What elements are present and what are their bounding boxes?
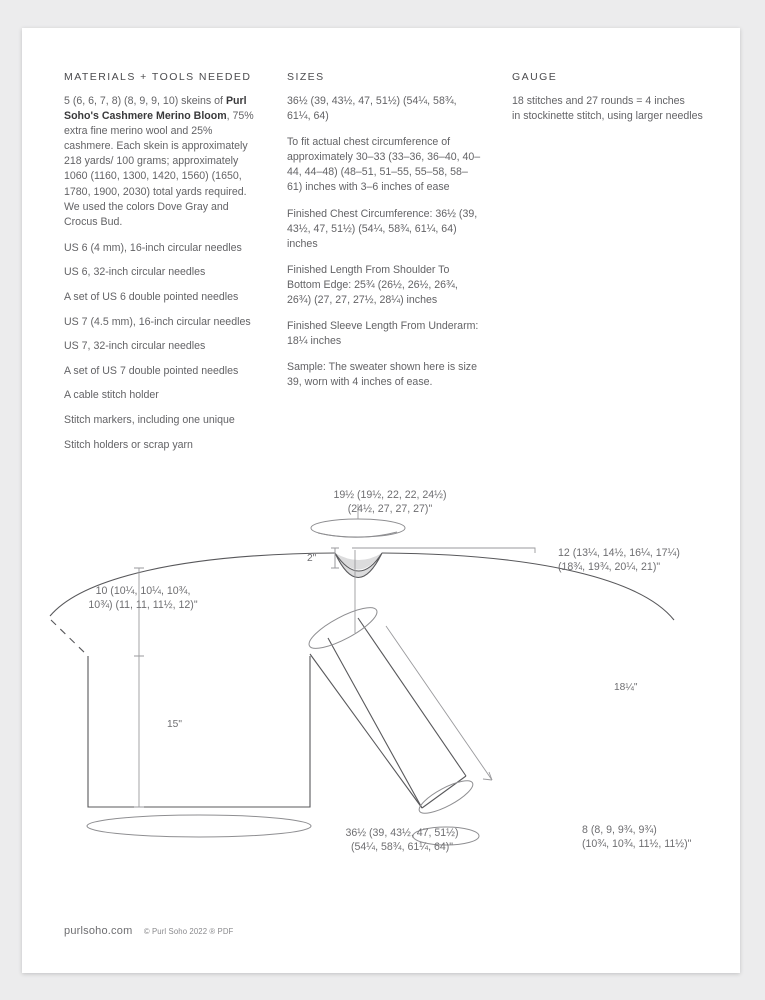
upper-arm-label bbox=[558, 546, 680, 574]
materials-heading: MATERIALS + TOOLS NEEDED bbox=[64, 71, 252, 83]
bottom-width-line-1: 36½ (39, 43½, 47, 51½) bbox=[345, 827, 459, 839]
neck-depth-label: 2" bbox=[307, 553, 317, 564]
sleeve-cuff-edge bbox=[422, 776, 466, 808]
yoke-width-line-1: 19½ (19½, 22, 22, 24½) bbox=[333, 489, 447, 501]
body-rectangle bbox=[88, 656, 310, 807]
footer-website[interactable]: purlsoho.com bbox=[64, 925, 133, 937]
gauge-line-1: 18 stitches and 27 rounds = 4 inches bbox=[512, 95, 685, 107]
shoulder-width-label bbox=[78, 584, 208, 612]
gauge-line-2: in stockinette stitch, using larger needles bbox=[512, 110, 703, 123]
page-footer bbox=[64, 921, 233, 939]
materials-item: Stitch holders or scrap yarn bbox=[64, 438, 193, 451]
sleeve-cuff-ellipse bbox=[415, 775, 476, 819]
materials-item: A set of US 6 double pointed needles bbox=[64, 291, 239, 304]
cuff-width-label bbox=[582, 823, 691, 851]
sleeve-outer-edge bbox=[358, 618, 466, 776]
sizes-finished-chest: Finished Chest Circumference: 36½ (39, 43½, 47, 51½) (54¼, 58¾, 61¼, 64) inches bbox=[287, 207, 478, 250]
materials-item: Stitch markers, including one unique bbox=[64, 414, 235, 426]
pdf-page bbox=[22, 28, 740, 973]
sizes-list: 36½ (39, 43½, 47, 51½) (54¼, 58¾, 61¼, 64) bbox=[287, 95, 457, 123]
body-length-label: 15" bbox=[167, 719, 182, 730]
upper-arm-leader-line bbox=[352, 548, 535, 553]
materials-item: US 6, 32-inch circular needles bbox=[64, 266, 206, 279]
bottom-width-label bbox=[294, 826, 510, 854]
yarn-brand-text: Purl Soho's Cashmere Merino Bloom bbox=[64, 95, 247, 123]
yoke-width-label bbox=[290, 488, 490, 516]
sizes-sample-note: Sample: The sweater shown here is size 39, worn with 4 inches of ease. bbox=[287, 361, 477, 389]
gauge-column bbox=[512, 71, 712, 124]
yarn-rest-text: , 75% extra fine merino wool and 25% cashmere. Each skein is approximately 218 yards/ 100 grams; approximately 1060 (1160, 1300, 1420, 1560) (1650, 1780, 1900, 2030) total yards required. We used the colors Dove Gray and Crocus Bud. bbox=[64, 110, 254, 228]
sleeve-length-dimension-line bbox=[386, 626, 492, 780]
sizes-column bbox=[287, 71, 483, 391]
schematic-svg bbox=[22, 458, 740, 878]
upper-arm-line-1: 12 (13¼, 14½, 16¼, 17¼) bbox=[558, 547, 680, 559]
sleeve-top-ellipse bbox=[304, 600, 381, 655]
body-width-ellipse bbox=[87, 815, 311, 837]
materials-item: A set of US 7 double pointed needles bbox=[64, 364, 239, 377]
sleeve-inner-edge bbox=[328, 638, 422, 808]
materials-column bbox=[64, 71, 264, 453]
materials-item: US 7 (4.5 mm), 16-inch circular needles bbox=[64, 315, 251, 328]
materials-item: US 7, 32-inch circular needles bbox=[64, 340, 206, 353]
materials-item: US 6 (4 mm), 16-inch circular needles bbox=[64, 241, 242, 254]
shoulder-width-line-2: 10¾) (11, 11, 11½, 12)" bbox=[88, 599, 198, 612]
yoke-width-line-2: (24½, 27, 27, 27)" bbox=[347, 503, 433, 516]
sizes-heading: SIZES bbox=[287, 71, 325, 83]
shoulder-width-line-1: 10 (10¼, 10¼, 10¾, bbox=[95, 585, 191, 597]
sweater-schematic bbox=[22, 458, 740, 878]
materials-item: A cable stitch holder bbox=[64, 389, 159, 402]
neck-opening-front-arc bbox=[318, 532, 397, 537]
footer-copyright: © Purl Soho 2022 ® PDF bbox=[143, 927, 234, 936]
sizes-finished-length: Finished Length From Shoulder To Bottom Edge: 25¾ (26½, 26½, 26¾, 26¾) (27, 27, 27½, 28¼) inches bbox=[287, 263, 458, 307]
bottom-width-line-2: (54¼, 58¾, 61¼, 64)" bbox=[350, 841, 454, 854]
yarn-lead-text: 5 (6, 6, 7, 8) (8, 9, 9, 10) skeins of bbox=[64, 95, 226, 107]
gauge-heading: GAUGE bbox=[512, 71, 558, 83]
cuff-width-line-2: (10¾, 10¾, 11½, 11½)" bbox=[582, 838, 692, 851]
sizes-to-fit: To fit actual chest circumference of approximately 30–33 (33–36, 36–40, 40–44, 44–48) (48–51, 51–55, 55–58, 58–61) inches with 3–6 inches of ease bbox=[287, 136, 481, 194]
sleeve-length-label: 18¼" bbox=[614, 682, 638, 693]
right-underarm-diagonal bbox=[310, 654, 422, 808]
sizes-finished-sleeve: Finished Sleeve Length From Underarm: 18¼ inches bbox=[287, 320, 479, 348]
upper-arm-line-2: (18¾, 19¾, 20¼, 21)" bbox=[558, 561, 661, 574]
left-underarm-dashed-line bbox=[51, 620, 88, 656]
materials-yarn-paragraph bbox=[64, 94, 264, 230]
cuff-width-line-1: 8 (8, 9, 9¾, 9¾) bbox=[582, 824, 657, 836]
